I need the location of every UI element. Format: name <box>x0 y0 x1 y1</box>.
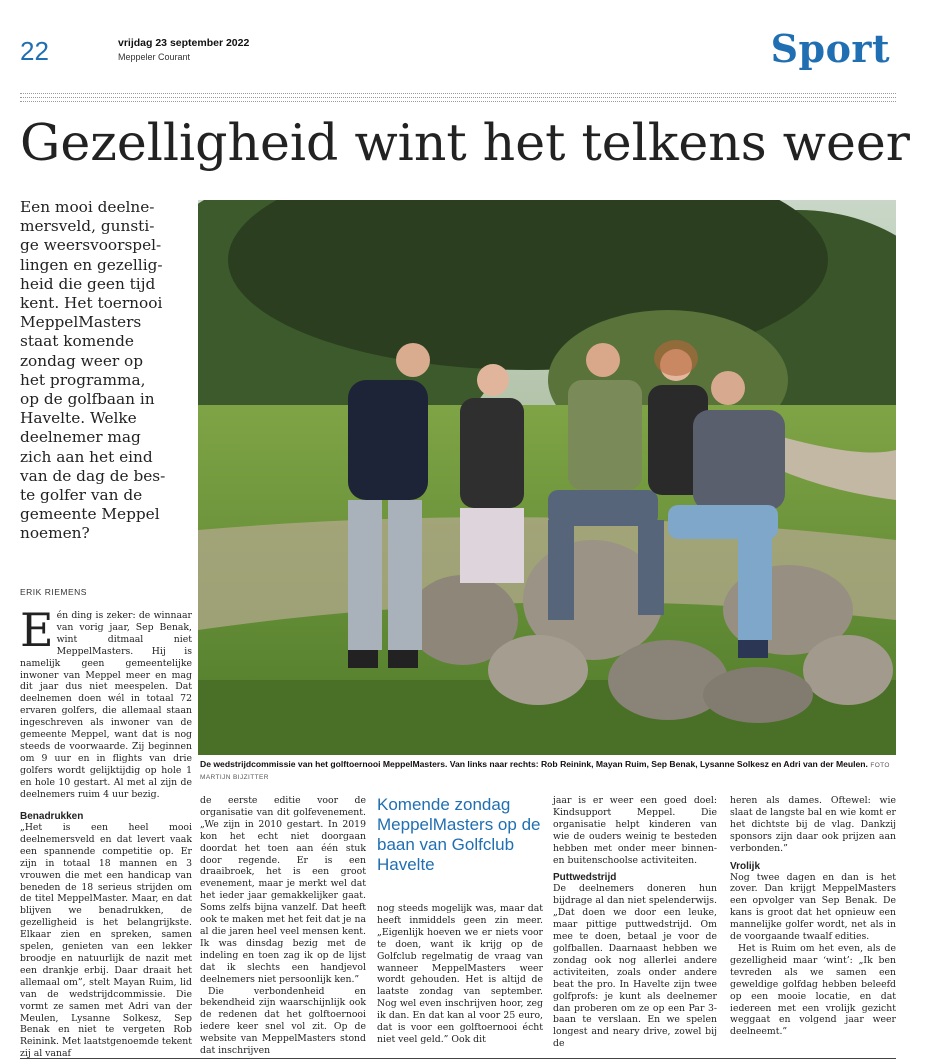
publication-date: vrijdag 23 september 2022 <box>118 37 250 49</box>
body-column-5 <box>730 795 896 1038</box>
intro-line: ge weersvoorspel- <box>20 236 162 255</box>
header-divider <box>20 93 896 94</box>
paragraph-4: Die verbondenheid en bekendheid zijn waarschijnlijk ook de redenen dat het golftoernooi iedere keer snel vol zit. Op de website van MeppelMasters stond dat inschrijven <box>200 985 366 1057</box>
subhead-puttwedstrijd: Puttwedstrijd <box>553 872 617 884</box>
intro-line: mersveld, gunsti- <box>20 217 155 236</box>
intro-line: staat komende <box>20 332 134 351</box>
intro-line: Havelte. Welke <box>20 409 137 428</box>
body-column-2 <box>200 795 366 1057</box>
bottom-rule <box>20 1058 896 1059</box>
intro-lead <box>20 198 192 544</box>
pull-quote: Komende zondag MeppelMasters op de baan van Golfclub Havelte <box>377 795 541 874</box>
paragraph-2: „Het is een heel mooi deelnemersveld en dat levert vaak een spannende competitie op. Er zijn in totaal 18 mannen en 3 vrouwen die met een handicap van beneden de 18 serieus strijden om de titel MeppelMaster. Maar, en dat blijven we benadrukken, de gezelligheid is het belangrijkste. Elkaar zien en spreken, samen spelen, genieten van een lekker broodje en natuurlijk de nazit met een drankje erbij. Daar draait het allemaal om”, stelt Mayan Ruim, lid van de wedstrijdcommissie. Die vormt ze samen met Adri van der Meulen, Lysanne Solkesz, Sep Benak en niet te vergeten Rob Reinink. Met laatstgenoemde tekent zij al vanaf <box>20 822 192 1060</box>
paragraph-6: jaar is er weer een goed doel: Kindsupport Meppel. Die organisatie helpt kinderen van wie de ouders weinig te besteden hebben met onder meer binnen- en buitenschoolse activiteiten. <box>553 795 717 866</box>
intro-line: te golfer van de <box>20 486 143 505</box>
intro-line: gemeente Meppel <box>20 505 160 524</box>
intro-line: Een mooi deelne- <box>20 198 155 216</box>
body-column-1 <box>20 603 192 801</box>
intro-line: kent. Het toernooi <box>20 294 163 313</box>
paragraph-9: Nog twee dagen en dan is het zover. Dan krijgt MeppelMasters een opvolger van Sep Benak. De kans is groot dat het opnieuw een mannelijke golfer wordt, net als in de voorgaande twaalf edities. <box>730 871 896 943</box>
header-divider <box>20 101 896 102</box>
paragraph-5: nog steeds mogelijk was, maar dat heeft inmiddels geen zin meer. „Eigenlijk hoeven we er niets voor te doen, want ik krijg op de Golfclub regelmatig de vraag van wanneer MeppelMasters weer wordt gehouden. Het is altijd de laatste zondag van september. Nog wel even inschrijven hoor, zeg ik dan. En dat kan al voor 25 euro, dat is voor een golftoernooi écht niet veel geld.” Ook dit <box>377 903 543 1045</box>
body-column-3 <box>377 903 543 1046</box>
intro-lines <box>20 198 192 544</box>
intro-line: MeppelMasters <box>20 313 142 332</box>
intro-line: noemen? <box>20 524 90 543</box>
intro-line: zich aan het eind <box>20 447 153 466</box>
paragraph-3: de eerste editie voor de organisatie van dit golfevenement. „We zijn in 2010 gestart. In 2019 kon het echt niet doorgaan doordat het toen aan één stuk door regende. Er is een draaibroek, het is een groot evenement, maar je merkt wel dat het ieder jaar gemakkelijker gaat. Soms zelfs bijna vanzelf. Dat heeft ook te maken met het feit dat je na al die jaren heel veel mensen kent. Ik was dinsdag bezig met de indeling en toen zag ik op de lijst dat ik slechts een handjevol deelnemers niet persoonlijk ken.” <box>200 795 366 985</box>
paragraph-1: én ding is zeker: de winnaar van vorig jaar, Sep Benak, wint ditmaal niet MeppelMasters. Hij is namelijk geen gemeentelijke inwoner van Meppel meer en mag dit jaar dus niet meespelen. Dat deelnemen doen wél in totaal 72 ervaren golfers, die allemaal staan ingeschreven als inwoner van de gemeente Meppel, want dat is nog steeds de voorwaarde. Zij beginnen om 9 uur en in flights van drie golfers wordt gelijktijdig op hole 1 en hole 10 gestart. Al met al zijn de deelnemers ruim 4 uur bezig. <box>20 610 192 800</box>
body-column-1-lower <box>20 807 192 1060</box>
header-divider <box>20 97 896 98</box>
page-number: 22 <box>20 36 49 66</box>
body-column-4 <box>553 795 717 1050</box>
section-title: Sport <box>770 26 890 71</box>
intro-line: deelnemer mag <box>20 428 141 447</box>
photo-caption <box>200 759 896 782</box>
photo-illustration <box>198 200 896 755</box>
paragraph-7: De deelnemers doneren hun bijdrage al dan niet spelenderwijs. „Dat doen we door een leuke, maar pittige puttwedstrijd. Om mee te doen, betaal je voor de golfballen. Daarnaast hebben we zondag ook nog allerlei andere activiteiten, zoals onder andere beat the pro. In Havelte zijn twee golfprofs: je kunt als deelnemer dan proberen om ze op een Par 3-baan te verslaan. En we spelen longest and neary drive, zowel bij de <box>553 883 717 1050</box>
intro-line: heid die geen tijd <box>20 274 156 293</box>
caption-text: De wedstrijdcommissie van het golftoernooi MeppelMasters. Van links naar rechts: Rob Reinink, Mayan Ruim, Sep Benak, Lysanne Solkesz en Adri van der Meulen. <box>200 759 868 769</box>
intro-line: op de golfbaan in <box>20 390 155 409</box>
intro-line: zondag weer op <box>20 351 144 370</box>
photo-credit: FOTO MARTIJN BIJZITTER <box>200 762 890 781</box>
headline: Gezelligheid wint het telkens weer <box>20 113 910 172</box>
paragraph-10: Het is Ruim om het even, als de gezelligheid maar ‘wint’: „Ik ben tevreden als we samen een geweldige golfdag hebben beleefd op een mooie locatie, en dat iedereen met een vrolijk gezicht weggaat en volgend jaar weer deelneemt.” <box>730 942 896 1038</box>
intro-line: het programma, <box>20 370 146 389</box>
intro-line: van de dag de bes- <box>20 466 166 485</box>
newspaper-name: Meppeler Courant <box>118 52 191 62</box>
paragraph-8: heren als dames. Oftewel: wie slaat de langste bal en wie komt er het dichtste bij de vlag. Dankzij sponsors zijn daar ook prijzen aan verbonden.” <box>730 795 896 854</box>
subhead-benadrukken: Benadrukken <box>20 811 84 822</box>
subhead-vrolijk: Vrolijk <box>730 860 761 872</box>
byline: ERIK RIEMENS <box>20 587 87 597</box>
drop-cap: E <box>20 603 54 657</box>
photo <box>198 200 896 755</box>
intro-line: lingen en gezellig- <box>20 255 163 274</box>
